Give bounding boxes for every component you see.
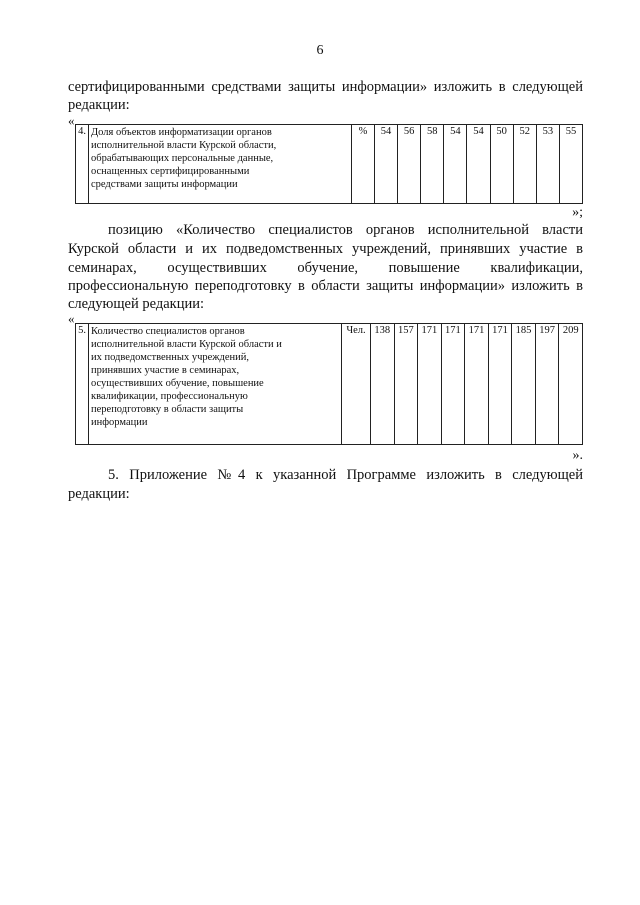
indicator-table-5 — [75, 323, 583, 445]
row-number: 4. — [76, 125, 89, 204]
unit-cell: % — [352, 125, 375, 204]
value-cell: 138 — [371, 324, 395, 445]
description-line: принявших участие в семинарах, — [91, 365, 240, 376]
value-cell: 52 — [513, 125, 536, 204]
page-number: 6 — [316, 43, 324, 58]
value-cell: 53 — [536, 125, 559, 204]
quote-open-1: « — [68, 113, 75, 128]
value-cell: 54 — [467, 125, 490, 204]
row-number: 5. — [76, 324, 89, 445]
description-line: исполнительной власти Курской области, — [91, 140, 277, 151]
quote-open-2: « — [68, 311, 75, 326]
value-cell: 157 — [394, 324, 418, 445]
row-description — [89, 324, 342, 445]
value-cell: 54 — [444, 125, 467, 204]
final-line-2: редакции: — [68, 486, 130, 502]
description-line: Доля объектов информатизации органов — [91, 127, 272, 138]
quote-close-2: ». — [572, 448, 583, 463]
value-cell: 56 — [398, 125, 421, 204]
value-cell: 54 — [375, 125, 398, 204]
description-line: информации — [91, 417, 148, 428]
position-line-3: семинарах, осуществивших обучение, повышение квалификации, — [68, 260, 583, 276]
description-line: средствами защиты информации — [91, 179, 238, 190]
description-line: их подведомственных учреждений, — [91, 352, 250, 363]
value-cell: 209 — [559, 324, 583, 445]
value-cell: 55 — [559, 125, 582, 204]
final-line-1: 5. Приложение №4 к указанной Программе изложить в следующей — [108, 467, 583, 483]
value-cell: 171 — [465, 324, 489, 445]
description-line: исполнительной власти Курской области и — [91, 339, 282, 350]
position-line-1: позицию «Количество специалистов органов исполнительной власти — [108, 222, 583, 238]
intro-line-2: редакции: — [68, 97, 130, 113]
quote-close-1: »; — [572, 205, 583, 220]
value-cell: 171 — [488, 324, 512, 445]
position-line-2: Курской области и их подведомственных учреждений, принявших участие в — [68, 241, 583, 257]
description-line: оснащенных сертифицированными — [91, 166, 250, 177]
description-line: осуществивших обучение, повышение — [91, 378, 264, 389]
value-cell: 58 — [421, 125, 444, 204]
value-cell: 171 — [418, 324, 442, 445]
description-line: Количество специалистов органов — [91, 326, 245, 337]
value-cell: 50 — [490, 125, 513, 204]
unit-cell: Чел. — [342, 324, 371, 445]
position-line-5: следующей редакции: — [68, 296, 205, 312]
description-line: квалификации, профессиональную — [91, 391, 248, 402]
description-line: переподготовку в области защиты — [91, 404, 244, 415]
position-line-4: профессиональную переподготовку в области защиты информации» изложить в — [68, 278, 583, 294]
value-cell: 197 — [535, 324, 559, 445]
value-cell: 185 — [512, 324, 536, 445]
value-cell: 171 — [441, 324, 465, 445]
row-description — [89, 125, 352, 204]
indicator-table-4 — [75, 124, 583, 204]
intro-line-1: сертифицированными средствами защиты информации» изложить в следующей — [68, 79, 583, 95]
description-line: обрабатывающих персональные данные, — [91, 153, 274, 164]
